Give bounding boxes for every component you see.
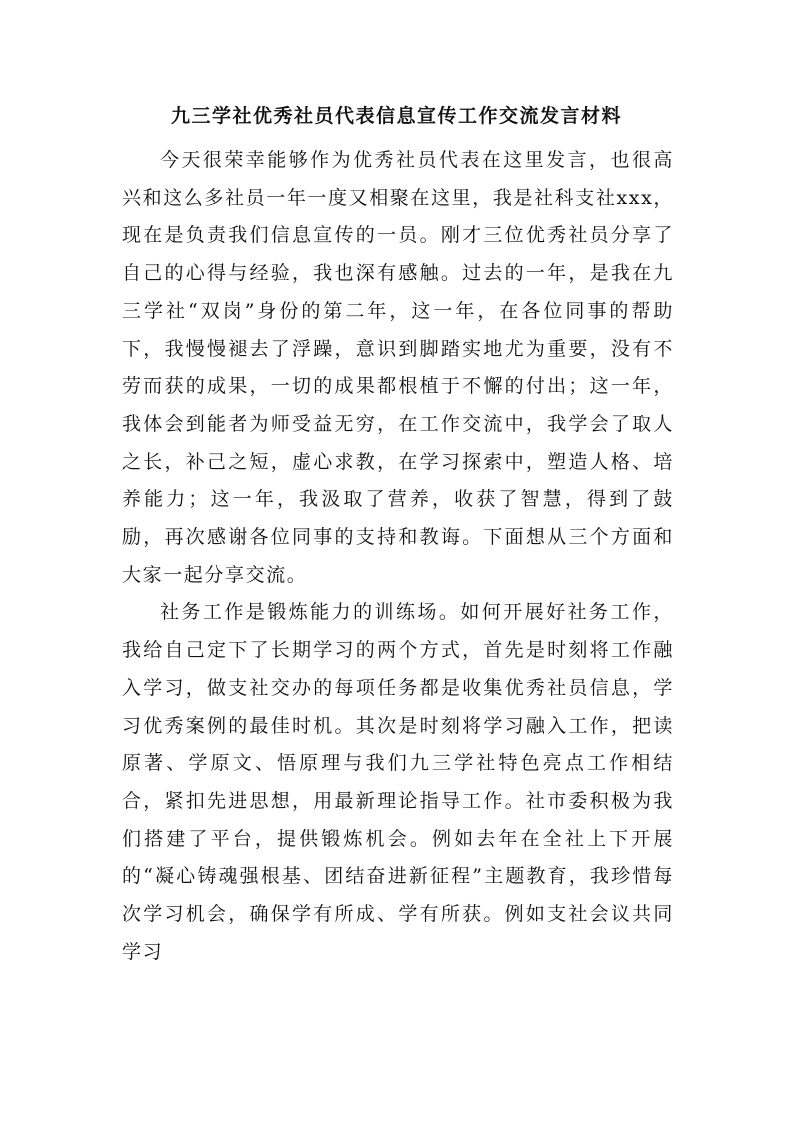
paragraph-intro: 今天很荣幸能够作为优秀社员代表在这里发言，也很高兴和这么多社员一年一度又相聚在这里，我是社科支社xxx，现在是负责我们信息宣传的一员。刚才三位优秀社员分享了自己的心得与经验，我也深有感触。过去的一年，是我在九三学社“双岗”身份的第二年，这一年，在各位同事的帮助下，我慢慢褪去了浮躁，意识到脚踏实地尤为重要，没有不劳而获的成果，一切的成果都根植于不懈的付出；这一年，我体会到能者为师受益无穷，在工作交流中，我学会了取人之长，补己之短，虚心求教，在学习探索中，塑造人格、培养能力；这一年，我汲取了营养，收获了智慧，得到了鼓励，再次感谢各位同事的支持和教诲。下面想从三个方面和大家一起分享交流。 [122,149,674,586]
document-body [122,142,674,971]
paragraph-social-work: 社务工作是锻炼能力的训练场。如何开展好社务工作，我给自己定下了长期学习的两个方式，首先是时刻将工作融入学习，做支社交办的每项任务都是收集优秀社员信息，学习优秀案例的最佳时机。其次是时刻将学习融入工作，把读原著、学原文、悟原理与我们九三学社特色亮点工作相结合，紧扣先进思想，用最新理论指导工作。社市委积极为我们搭建了平台，提供锻炼机会。例如去年在全社上下开展的“凝心铸魂强根基、团结奋进新征程”主题教育，我珍惜每次学习机会，确保学有所成、学有所获。例如支社会议共同学习 [122,601,674,963]
document-title: 九三学社优秀社员代表信息宣传工作交流发言材料 [170,105,622,127]
